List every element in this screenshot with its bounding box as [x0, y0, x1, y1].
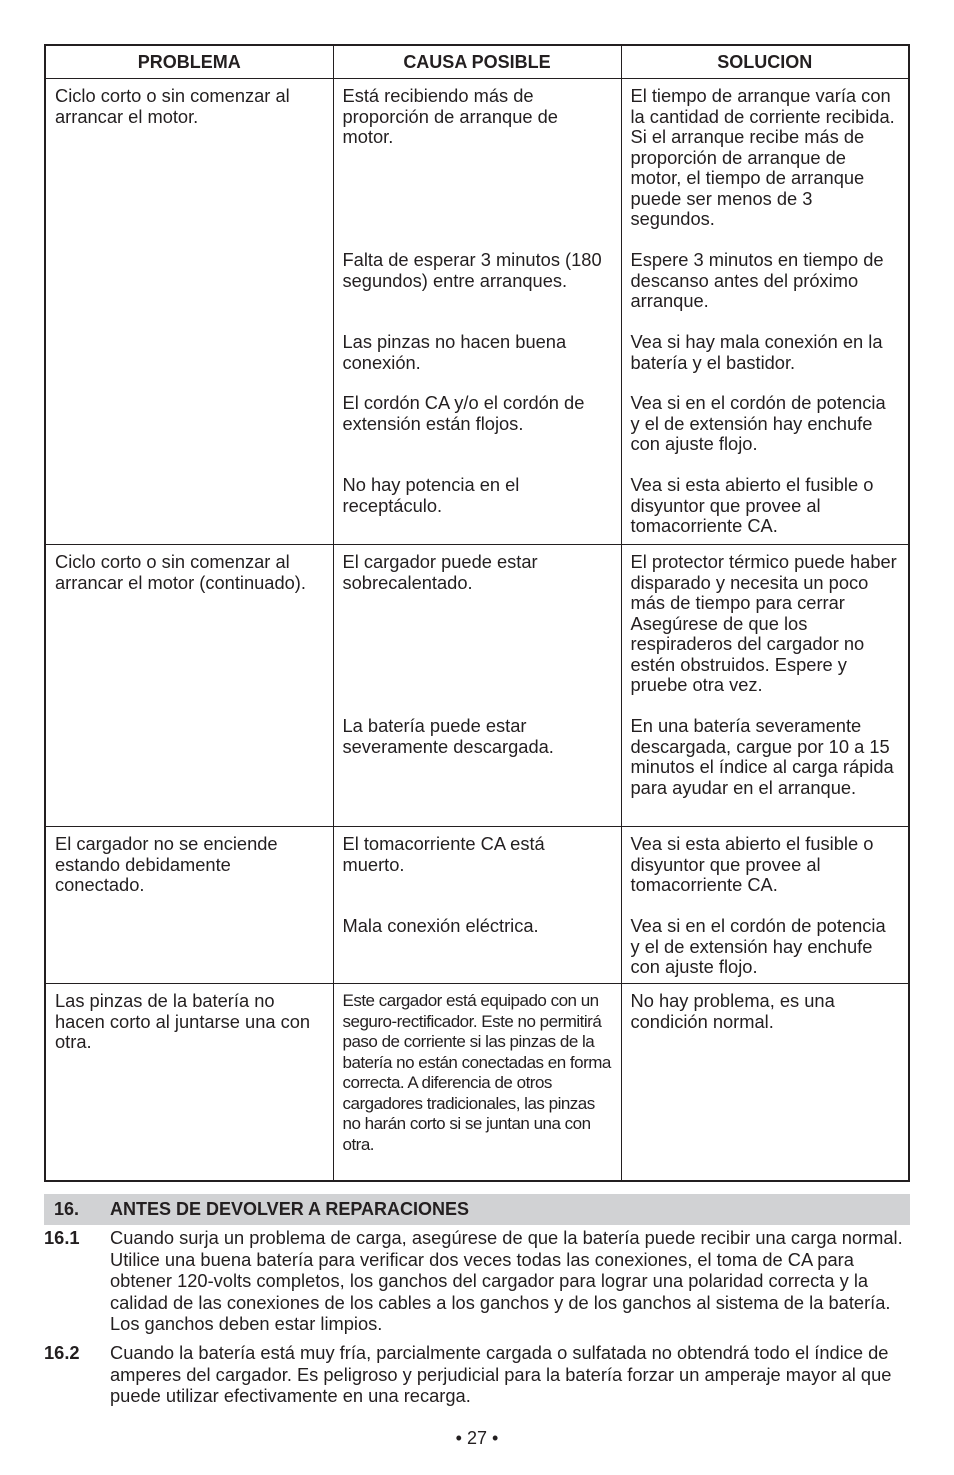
paragraph-16-1 — [44, 1227, 910, 1335]
cause-text: El cordón CA y/o el cordón de extensión están flojos. — [342, 392, 585, 434]
cause-text: Las pinzas no hacen buena conexión. — [342, 331, 567, 373]
table-row — [45, 545, 909, 827]
cause-text: La batería puede estar severamente descargada. — [342, 715, 554, 757]
cause-text: Mala conexión eléctrica. — [342, 915, 539, 936]
solution-cell — [621, 545, 909, 827]
solution-text: Vea si esta abierto el fusible o disyuntor que provee al tomacorriente CA. — [630, 833, 874, 895]
section-title: ANTES DE DEVOLVER A REPARACIONES — [110, 1199, 470, 1219]
problem-cell: El cargador no se enciende estando debidamente conectado. — [45, 827, 333, 984]
cause-text: Este cargador está equipado con un seguro-rectificador. Este no permitirá paso de corriente si las pinzas de la batería no están conectadas en forma correcta. A diferencia de otros cargadores tradicionales, las pinzas no harán corto si se juntan una con otra. — [342, 991, 611, 1154]
solution-text: No hay problema, es una condición normal. — [630, 990, 835, 1032]
solution-text: Vea si en el cordón de potencia y el de extensión hay enchufe con ajuste flojo. — [630, 915, 886, 977]
section-heading — [44, 1194, 910, 1225]
table-row — [45, 984, 909, 1181]
cause-cell — [333, 984, 621, 1181]
cause-text: Está recibiendo más de proporción de arranque de motor. — [342, 85, 558, 147]
paragraph-16-2 — [44, 1342, 910, 1407]
cause-text: El cargador puede estar sobrecalentado. — [342, 551, 538, 593]
cause-cell — [333, 827, 621, 984]
cause-cell — [333, 79, 621, 545]
paragraph-number: 16.2 — [44, 1342, 80, 1363]
cause-cell — [333, 545, 621, 827]
paragraph-text: Cuando la batería está muy fría, parcialmente cargada o sulfatada no obtendrá todo el índice de amperes del cargador. Es peligroso y perjudicial para la batería forzar un amperaje mayor al que puede utilizar efectivamente en una recarga. — [110, 1342, 892, 1406]
table-header-row — [45, 45, 909, 79]
header-problema: PROBLEMA — [45, 45, 333, 79]
problem-cell: Ciclo corto o sin comenzar al arrancar el motor. — [45, 79, 333, 545]
solution-text: Vea si esta abierto el fusible o disyuntor que provee al tomacorriente CA. — [630, 474, 874, 536]
solution-text: En una batería severamente descargada, cargue por 10 a 15 minutos el índice al carga rápida para ayudar en el arranque. — [630, 715, 894, 798]
header-causa-posible: CAUSA POSIBLE — [333, 45, 621, 79]
cause-text: No hay potencia en el receptáculo. — [342, 474, 520, 516]
paragraph-number: 16.1 — [44, 1227, 80, 1248]
solution-cell — [621, 984, 909, 1181]
solution-text: El protector térmico puede haber disparado y necesita un poco más de tiempo para cerrar Asegúrese de que los respiraderos del cargador no estén obstruidos. Espere y pruebe otra vez. — [630, 551, 897, 695]
solution-text: El tiempo de arranque varía con la cantidad de corriente recibida. Si el arranque recibe más de proporción de arranque de motor, el tiempo de arranque puede ser menos de 3 segundos. — [630, 85, 895, 229]
table-row — [45, 827, 909, 984]
section-number: 16. — [54, 1199, 80, 1219]
solution-cell — [621, 79, 909, 545]
cause-text: Falta de esperar 3 minutos (180 segundos) entre arranques. — [342, 249, 602, 291]
paragraph-text: Cuando surja un problema de carga, asegúrese de que la batería puede recibir una carga normal. Utilice una buena batería para verificar dos veces todas las conexiones, el toma de CA para obtener 120-volts completos, los ganchos del cargador para lograr una polaridad correcta y la calidad de las conexiones de los cables a los ganchos y de los ganchos al sistema de la batería. Los ganchos deben estar limpios. — [110, 1227, 903, 1334]
solution-text: Espere 3 minutos en tiempo de descanso antes del próximo arranque. — [630, 249, 884, 311]
cause-text: El tomacorriente CA está muerto. — [342, 833, 545, 875]
table-row — [45, 79, 909, 545]
solution-cell — [621, 827, 909, 984]
header-solucion: SOLUCION — [621, 45, 909, 79]
problem-cell: Ciclo corto o sin comenzar al arrancar el motor (continuado). — [45, 545, 333, 827]
page-number: • 27 • — [455, 1428, 499, 1448]
troubleshooting-table — [44, 44, 910, 1182]
solution-text: Vea si hay mala conexión en la batería y el bastidor. — [630, 331, 883, 373]
problem-cell: Las pinzas de la batería no hacen corto al juntarse una con otra. — [45, 984, 333, 1181]
solution-text: Vea si en el cordón de potencia y el de extensión hay enchufe con ajuste flojo. — [630, 392, 886, 454]
